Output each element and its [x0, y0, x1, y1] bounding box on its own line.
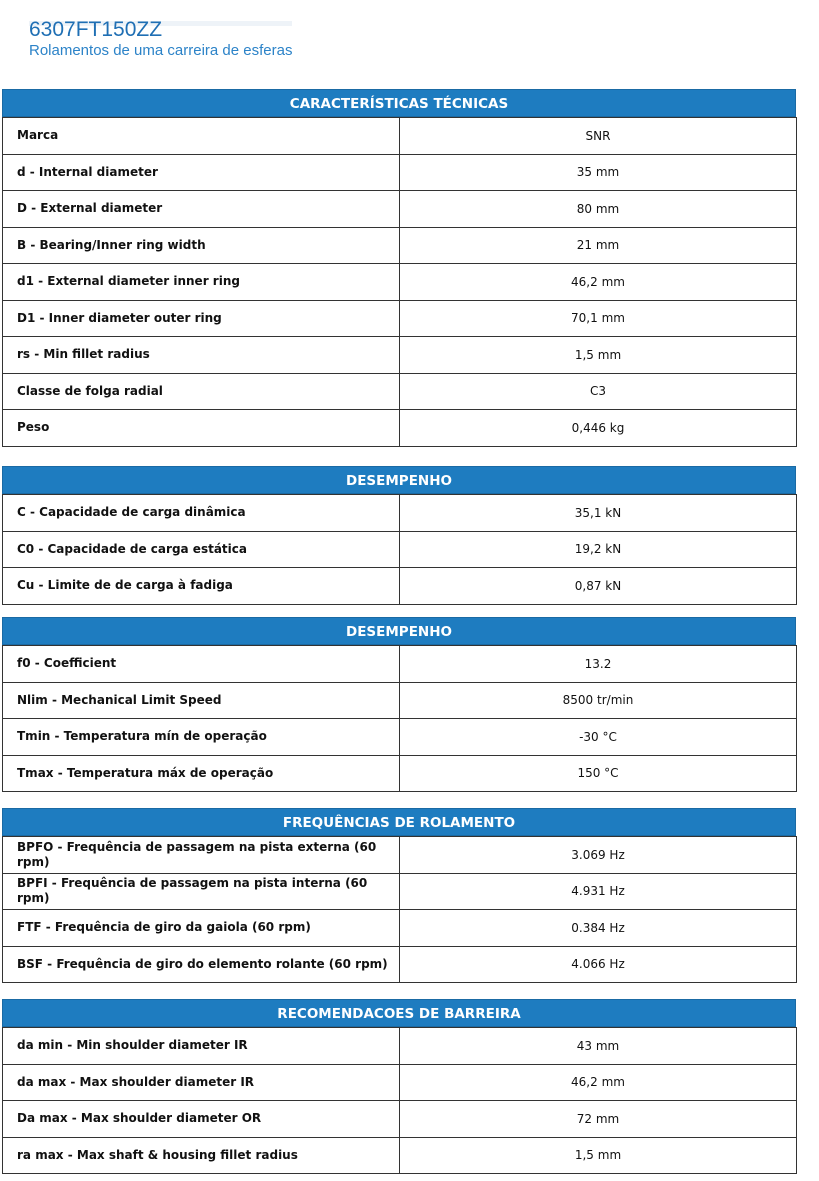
row-label: C - Capacidade de carga dinâmica [3, 495, 400, 532]
row-label: d - Internal diameter [3, 154, 400, 191]
row-value: 3.069 Hz [400, 837, 797, 874]
section-caracteristicas-tecnicas [2, 89, 796, 447]
row-value: 0,87 kN [400, 568, 797, 605]
row-label: BSF - Frequência de giro do elemento rolante (60 rpm) [3, 946, 400, 983]
section-title: DESEMPENHO [2, 466, 796, 494]
row-value: SNR [400, 118, 797, 155]
row-value: 150 °C [400, 755, 797, 792]
row-value: 35,1 kN [400, 495, 797, 532]
table-row [3, 910, 797, 947]
row-label: Peso [3, 410, 400, 447]
section-recomendacoes-barreira [2, 999, 796, 1174]
section-title: CARACTERÍSTICAS TÉCNICAS [2, 89, 796, 117]
row-value: 0,446 kg [400, 410, 797, 447]
row-label: D - External diameter [3, 191, 400, 228]
row-value: 80 mm [400, 191, 797, 228]
row-value: C3 [400, 373, 797, 410]
row-value: 43 mm [400, 1028, 797, 1065]
page-header [29, 18, 292, 60]
table-row [3, 568, 797, 605]
row-label: C0 - Capacidade de carga estática [3, 531, 400, 568]
table-row [3, 719, 797, 756]
row-value: 8500 tr/min [400, 682, 797, 719]
spec-table [2, 117, 797, 447]
row-value: 1,5 mm [400, 1137, 797, 1174]
table-row [3, 300, 797, 337]
table-row [3, 1101, 797, 1138]
row-label: Da max - Max shoulder diameter OR [3, 1101, 400, 1138]
row-value: 46,2 mm [400, 1064, 797, 1101]
row-label: FTF - Frequência de giro da gaiola (60 rpm) [3, 910, 400, 947]
row-value: 4.931 Hz [400, 873, 797, 910]
section-title: DESEMPENHO [2, 617, 796, 645]
table-row [3, 373, 797, 410]
table-row [3, 264, 797, 301]
table-row [3, 1064, 797, 1101]
table-row [3, 337, 797, 374]
row-label: B - Bearing/Inner ring width [3, 227, 400, 264]
spec-table [2, 494, 797, 605]
table-row [3, 1028, 797, 1065]
row-value: 1,5 mm [400, 337, 797, 374]
row-value: 46,2 mm [400, 264, 797, 301]
section-desempenho-carga [2, 466, 796, 605]
row-value: 4.066 Hz [400, 946, 797, 983]
row-label: D1 - Inner diameter outer ring [3, 300, 400, 337]
row-label: ra max - Max shaft & housing fillet radius [3, 1137, 400, 1174]
section-frequencias-rolamento [2, 808, 796, 983]
row-label: Classe de folga radial [3, 373, 400, 410]
spec-table [2, 836, 797, 983]
table-row [3, 873, 797, 910]
row-label: BPFO - Frequência de passagem na pista externa (60 rpm) [3, 837, 400, 874]
spec-table [2, 645, 797, 792]
table-row [3, 531, 797, 568]
spec-table [2, 1027, 797, 1174]
table-row [3, 227, 797, 264]
table-row [3, 755, 797, 792]
product-subtitle: Rolamentos de uma carreira de esferas [29, 42, 293, 59]
row-label: Marca [3, 118, 400, 155]
row-label: Nlim - Mechanical Limit Speed [3, 682, 400, 719]
table-row [3, 646, 797, 683]
row-label: da max - Max shoulder diameter IR [3, 1064, 400, 1101]
table-row [3, 837, 797, 874]
row-value: 0.384 Hz [400, 910, 797, 947]
row-label: d1 - External diameter inner ring [3, 264, 400, 301]
row-label: f0 - Coefficient [3, 646, 400, 683]
table-row [3, 410, 797, 447]
row-value: 35 mm [400, 154, 797, 191]
row-label: Tmax - Temperatura máx de operação [3, 755, 400, 792]
row-value: 19,2 kN [400, 531, 797, 568]
table-row [3, 946, 797, 983]
table-row [3, 118, 797, 155]
row-value: 21 mm [400, 227, 797, 264]
section-title: RECOMENDACOES DE BARREIRA [2, 999, 796, 1027]
table-row [3, 1137, 797, 1174]
row-value: 13.2 [400, 646, 797, 683]
row-label: Cu - Limite de de carga à fadiga [3, 568, 400, 605]
row-value: -30 °C [400, 719, 797, 756]
row-label: BPFI - Frequência de passagem na pista interna (60 rpm) [3, 873, 400, 910]
row-label: rs - Min fillet radius [3, 337, 400, 374]
product-title: 6307FT150ZZ [29, 18, 292, 42]
table-row [3, 682, 797, 719]
table-row [3, 495, 797, 532]
row-label: da min - Min shoulder diameter IR [3, 1028, 400, 1065]
section-title: FREQUÊNCIAS DE ROLAMENTO [2, 808, 796, 836]
table-row [3, 191, 797, 228]
row-value: 70,1 mm [400, 300, 797, 337]
row-label: Tmin - Temperatura mín de operação [3, 719, 400, 756]
table-row [3, 154, 797, 191]
section-desempenho-velocidade [2, 617, 796, 792]
row-value: 72 mm [400, 1101, 797, 1138]
